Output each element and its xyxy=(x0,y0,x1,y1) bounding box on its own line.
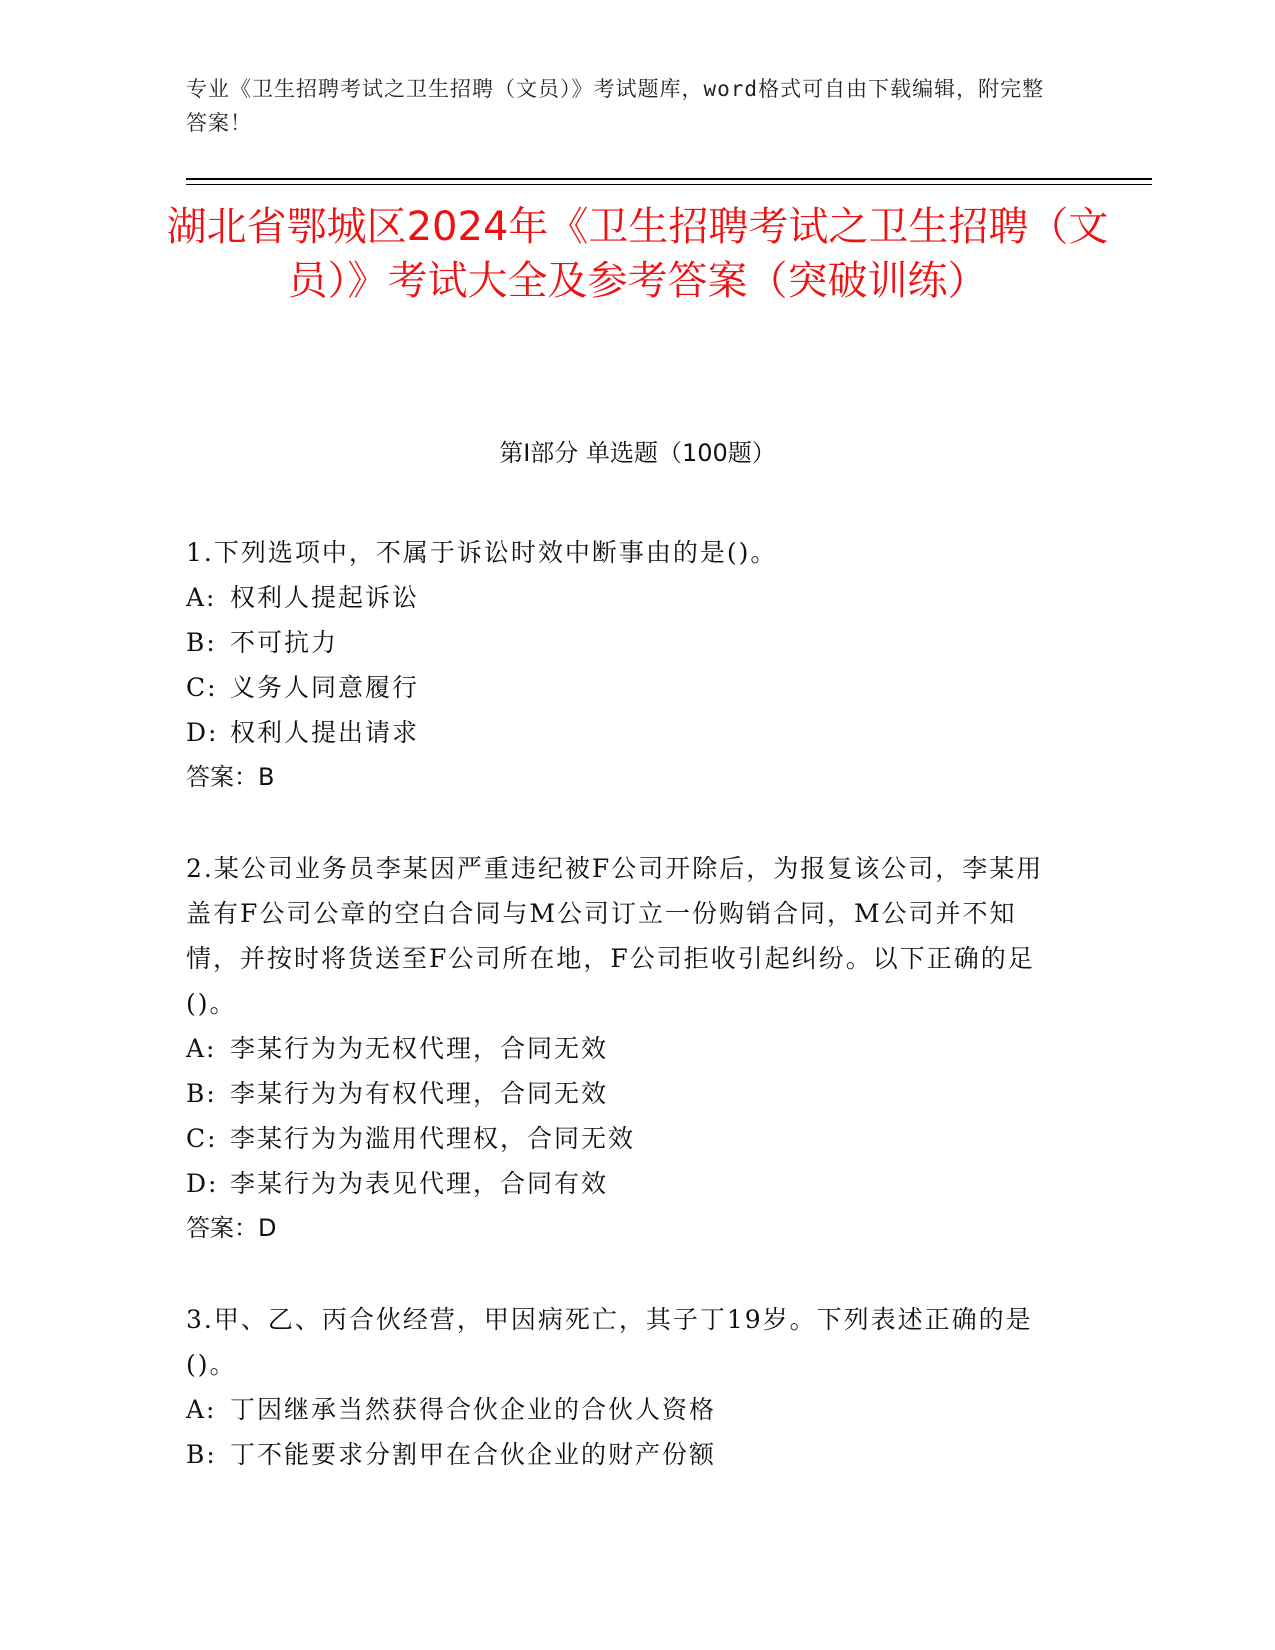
option-letter: B: xyxy=(186,1440,217,1469)
option-b xyxy=(186,1432,1066,1477)
option-letter: A: xyxy=(186,1395,217,1424)
option-text: 权利人提出请求 xyxy=(230,718,420,747)
question-stem: 2.某公司业务员李某因严重违纪被F公司开除后，为报复该公司，李某用盖有F公司公章的空白合同与M公司订立一份购销合同，M公司并不知情，并按时将货送至F公司所在地，F公司拒收引起纠纷。以下正确的足()。 xyxy=(186,854,1044,1018)
option-letter: C: xyxy=(186,673,218,702)
header-divider-thin xyxy=(186,184,1152,185)
option-letter: A: xyxy=(186,1034,217,1063)
option-text: 权利人提起诉讼 xyxy=(230,583,420,612)
question-3 xyxy=(186,1297,1066,1477)
option-text: 李某行为为滥用代理权，合同无效 xyxy=(230,1124,636,1153)
answer-line: 答案：B xyxy=(186,763,275,791)
option-c xyxy=(186,665,1066,710)
option-letter: A: xyxy=(186,583,217,612)
header-note: 专业《卫生招聘考试之卫生招聘（文员）》考试题库，word格式可自由下载编辑，附完整答案！ xyxy=(186,77,1045,135)
option-a xyxy=(186,575,1066,620)
option-d xyxy=(186,710,1066,755)
option-text: 李某行为为表见代理，合同有效 xyxy=(230,1169,609,1198)
question-list xyxy=(186,530,1066,1523)
option-letter: D: xyxy=(186,718,219,747)
option-d xyxy=(186,1161,1066,1206)
option-text: 李某行为为无权代理，合同无效 xyxy=(230,1034,609,1063)
document-title: 湖北省鄂城区2024年《卫生招聘考试之卫生招聘（文员）》考试大全及参考答案（突破训练） xyxy=(166,204,1109,304)
option-text: 不可抗力 xyxy=(230,628,339,657)
option-text: 义务人同意履行 xyxy=(230,673,420,702)
question-1 xyxy=(186,530,1066,800)
answer-line: 答案：D xyxy=(186,1214,277,1242)
section-title: 第Ⅰ部分 单选题（100题） xyxy=(499,439,776,467)
option-b xyxy=(186,1071,1066,1116)
option-letter: C: xyxy=(186,1124,218,1153)
option-c xyxy=(186,1116,1066,1161)
option-text: 丁不能要求分割甲在合伙企业的财产份额 xyxy=(230,1440,717,1469)
header-divider xyxy=(186,178,1152,180)
question-2 xyxy=(186,846,1066,1251)
option-text: 丁因继承当然获得合伙企业的合伙人资格 xyxy=(230,1395,717,1424)
option-b xyxy=(186,620,1066,665)
option-text: 李某行为为有权代理，合同无效 xyxy=(230,1079,609,1108)
question-stem: 3.甲、乙、丙合伙经营，甲因病死亡，其子丁19岁。下列表述正确的是()。 xyxy=(186,1305,1033,1379)
question-stem: 1.下列选项中，不属于诉讼时效中断事由的是()。 xyxy=(186,538,778,567)
option-letter: B: xyxy=(186,628,217,657)
option-a xyxy=(186,1026,1066,1071)
option-a xyxy=(186,1387,1066,1432)
option-letter: B: xyxy=(186,1079,217,1108)
option-letter: D: xyxy=(186,1169,219,1198)
